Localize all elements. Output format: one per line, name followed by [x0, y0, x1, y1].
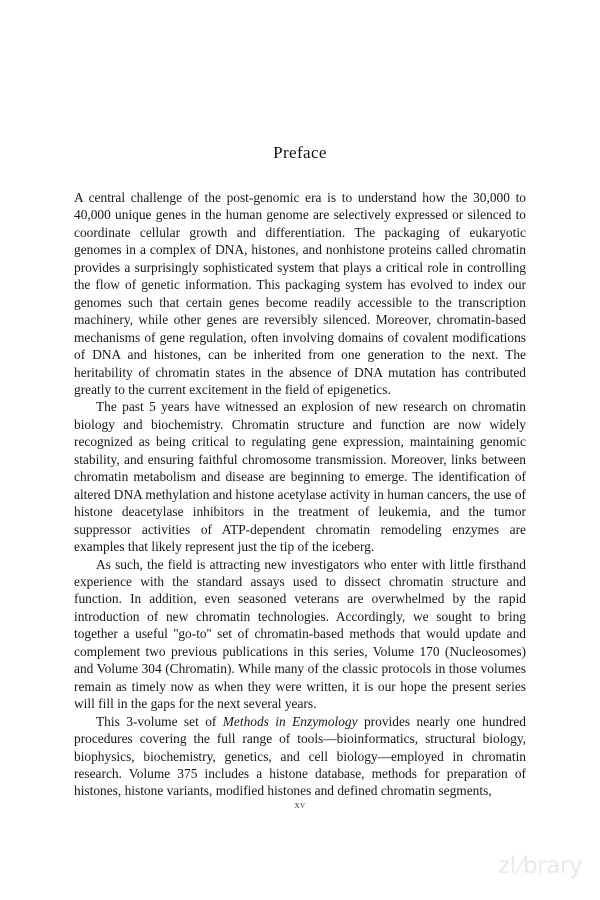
watermark-text-part2: brary — [523, 853, 583, 879]
page-number: xv — [294, 800, 306, 811]
body-text-column — [74, 189, 526, 800]
paragraph-1: A central challenge of the post-genomic era is to understand how the 30,000 to 40,000 unique genes in the human genome are selectively expressed or silenced to coordinate cellular growth and differentiation. The packaging of eukaryotic genomes in a complex of DNA, histones, and nonhistone proteins called chromatin provides a surprisingly sophisticated system that plays a critical role in controlling the flow of genetic information. This packaging system has evolved to index our genomes such that certain genes become readily accessible to the transcription machinery, while other genes are reversibly silenced. Moreover, chromatin-based mechanisms of gene regulation, often involving domains of covalent modifications of DNA and histones, can be inherited from one generation to the next. The heritability of chromatin states in the absence of DNA mutation has contributed greatly to the current excitement in the field of epigenetics. — [74, 190, 526, 397]
watermark-text-part1: zl — [498, 853, 516, 879]
paragraph-4-segment-italic-title: Methods in Enzymology — [222, 713, 358, 729]
paragraph-4 — [74, 713, 526, 800]
watermark-slash-glyph: / — [511, 853, 527, 879]
zlibrary-watermark — [498, 849, 594, 883]
paragraph-2: The past 5 years have witnessed an explosion of new research on chromatin biology and biochemistry. Chromatin structure and function are now widely recognized as being critical to regulating gene expression, maintaining genomic stability, and ensuring faithful chromosome transmission. Moreover, links between chromatin metabolism and disease are beginning to emerge. The identification of altered DNA methylation and histone acetylase activity in human cancers, the use of histone deacetylase inhibitors in the treatment of leukemia, and the tumor suppressor activities of ATP-dependent chromatin remodeling enzymes are examples that likely represent just the tip of the iceberg. — [74, 399, 526, 555]
paragraph-4-segment-roman-lead: This 3-volume set of — [96, 713, 223, 729]
paragraph-3: As such, the field is attracting new investigators who enter with little firsthand experience with the standard assays used to dissect chromatin structure and function. In addition, even seasoned veterans are overwhelmed by the rapid introduction of new chromatin technologies. Accordingly, we sought to bring together a useful ''go-to'' set of chromatin-based methods that would update and complement two previous publications in this series, Volume 170 (Nucleosomes) and Volume 304 (Chromatin). While many of the classic protocols in those volumes remain as timely now as when they were written, it is our hope the present series will fill in the gaps for the next several years. — [74, 556, 526, 712]
paragraph-4-segment-roman-tail: provides nearly one hundred procedures covering the full range of tools—bioinformatics, structural biology, biophysics, biochemistry, genetics, and cell biology—employed in chromatin research. Volume 375 includes a histone database, methods for preparation of histones, histone variants, modified histones and defined chromatin segments, — [74, 713, 526, 799]
page-title: Preface — [273, 143, 327, 163]
